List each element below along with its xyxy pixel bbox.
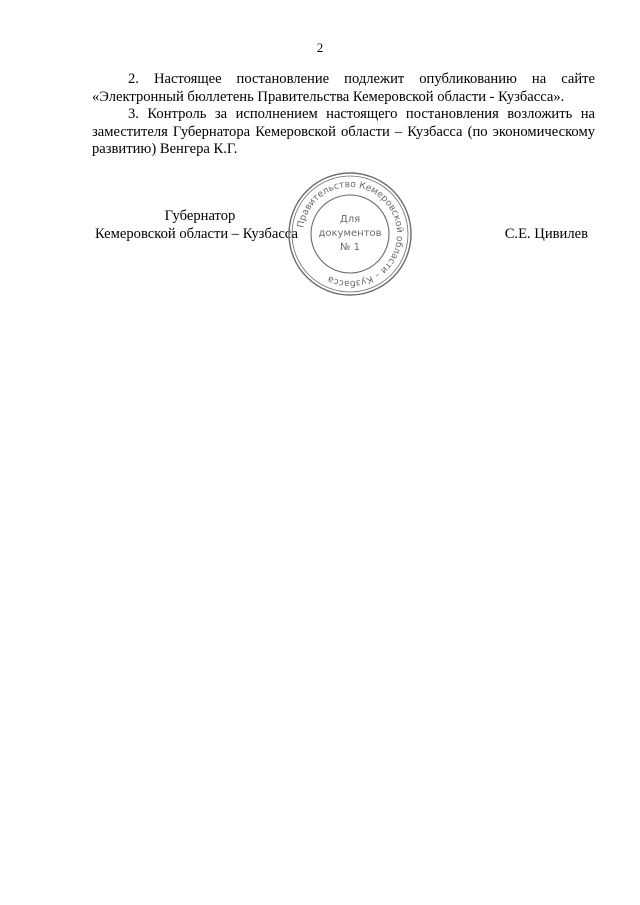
page-number: 2 bbox=[316, 40, 324, 55]
stamp-ring-text: Правительство Кемеровской области – Кузбасса bbox=[295, 178, 406, 290]
paragraph-number: 3. bbox=[128, 106, 139, 122]
paragraph-text: Настоящее постановление подлежит опубликованию на сайте «Электронный бюллетень Правительства Кемеровской области - Кузбасса». bbox=[92, 71, 595, 105]
stamp-seal bbox=[286, 170, 414, 298]
signature-title: Губернатор bbox=[164, 208, 236, 224]
signature-name: С.Е. Цивилев bbox=[504, 226, 588, 242]
paragraph-3 bbox=[92, 106, 595, 159]
official-stamp bbox=[286, 170, 414, 298]
paragraph-text: Контроль за исполнением настоящего постановления возложить на заместителя Губернатора Кемеровской области – Кузбасса (по экономическому развитию) Венгера К.Г. bbox=[92, 106, 595, 157]
paragraph-2 bbox=[92, 71, 595, 106]
paragraph-number: 2. bbox=[128, 71, 139, 87]
stamp-line-1: Для bbox=[339, 214, 361, 225]
signature-region: Кемеровской области – Кузбасса bbox=[95, 226, 298, 242]
stamp-line-3: № 1 bbox=[340, 242, 360, 253]
stamp-line-2: документов bbox=[318, 228, 382, 239]
